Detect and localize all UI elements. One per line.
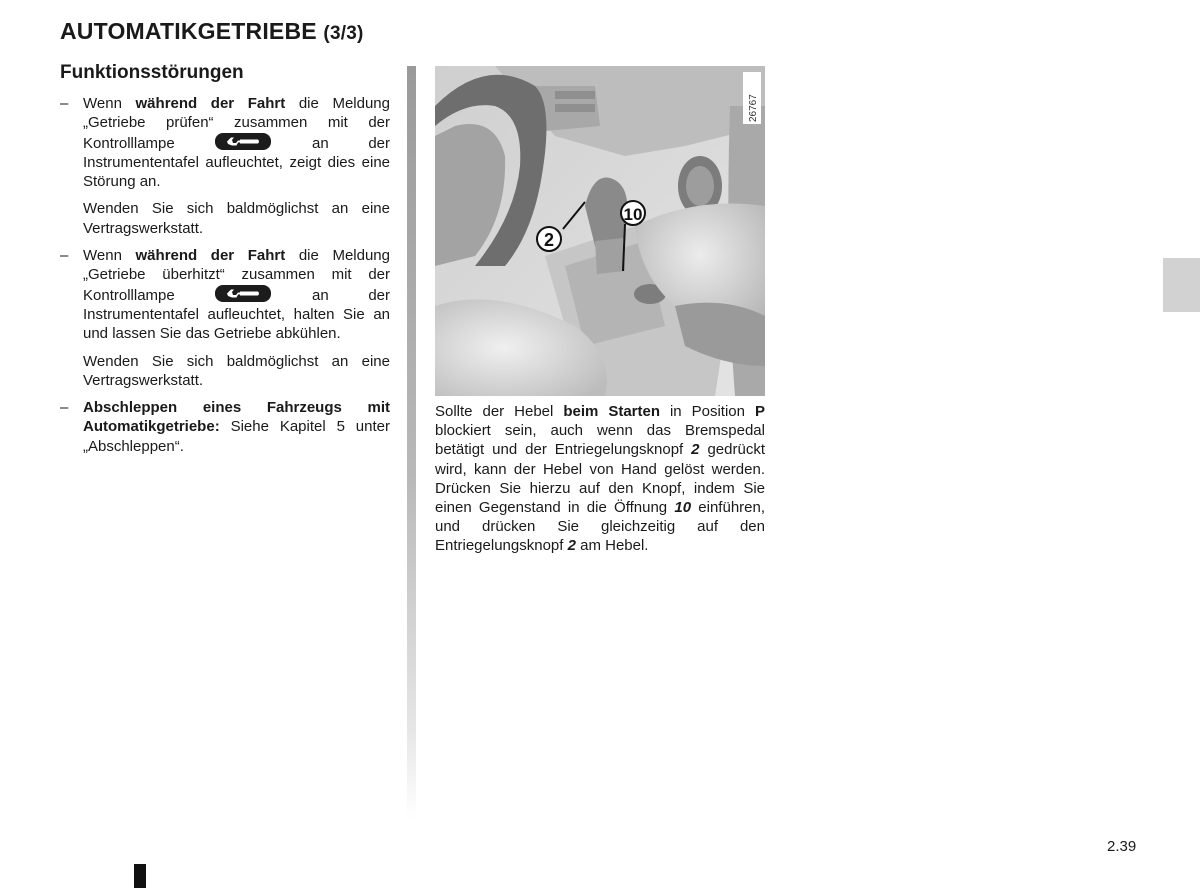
page-number: 2.39 bbox=[1107, 838, 1137, 855]
text-run-bold: beim Starten bbox=[563, 403, 660, 420]
list-item bbox=[60, 398, 390, 456]
list-item bbox=[60, 94, 390, 238]
list-dash: – bbox=[60, 399, 69, 417]
item-paragraph bbox=[83, 94, 390, 191]
page-title bbox=[60, 18, 364, 45]
text-run: Siehe Kapitel 5 unter „Abschleppen“. bbox=[83, 418, 390, 455]
text-run: an der Instrumententafel aufleuchtet, zeigt dies eine Störung an. bbox=[83, 134, 390, 191]
callout-10: 10 bbox=[623, 205, 643, 224]
gear-lever-figure bbox=[435, 66, 765, 396]
right-column bbox=[435, 402, 765, 556]
text-run: die Meldung „Getriebe überhitzt“ zusammen mit der Kontrolllampe bbox=[83, 247, 390, 304]
text-run-bold: während der Fahrt bbox=[135, 247, 286, 265]
page-title-main: AUTOMATIKGETRIEBE bbox=[60, 18, 317, 44]
wrench-icon bbox=[215, 133, 271, 150]
page-title-suffix: (3/3) bbox=[323, 23, 364, 44]
list-dash: – bbox=[60, 247, 69, 265]
car-interior-illustration bbox=[435, 66, 765, 396]
crop-mark bbox=[134, 864, 146, 888]
item-paragraph bbox=[83, 246, 390, 343]
text-run: in Position bbox=[660, 403, 755, 420]
text-run: an der Instrumententafel aufleuchtet, halten Sie an und lassen Sie das Getriebe abkühlen. bbox=[83, 286, 390, 343]
column-divider bbox=[407, 66, 416, 820]
callout-2: 2 bbox=[543, 230, 555, 250]
text-run-bold: Abschleppen eines Fahrzeugs mit Automatikgetriebe: bbox=[83, 399, 390, 436]
chapter-tab-marker bbox=[1163, 258, 1200, 312]
text-run: einführen, und drücken Sie gleichzeitig auf den Entriegelungsknopf bbox=[435, 499, 766, 555]
text-run: Wenn bbox=[83, 95, 136, 112]
figure-description bbox=[435, 402, 765, 556]
text-run: Sollte der Hebel bbox=[435, 403, 564, 420]
list-item bbox=[60, 246, 390, 390]
text-run-bold: P bbox=[754, 403, 765, 420]
left-column bbox=[60, 94, 390, 464]
figure-ref-number: 26767 bbox=[748, 94, 759, 122]
text-run: blockiert sein, auch wenn das Bremspedal betätigt und der Entriegelungsknopf bbox=[435, 422, 765, 459]
text-run-bold-italic: 2 bbox=[567, 537, 576, 555]
text-run: die Meldung „Getriebe prüfen“ zusammen mit der Kontrolllampe bbox=[83, 95, 390, 152]
text-run: Wenn bbox=[83, 247, 136, 265]
item-paragraph bbox=[83, 398, 390, 456]
text-run: gedrückt wird, kann der Hebel von Hand gelöst werden. Drücken Sie hierzu auf den Knopf, indem Sie einen Gegenstand in die Öffnung bbox=[435, 441, 765, 517]
item-paragraph: Wenden Sie sich baldmöglichst an eine Vertragswerkstatt. bbox=[83, 352, 390, 389]
section-title: Funktionsstörungen bbox=[60, 62, 244, 83]
text-run-bold-italic: 10 bbox=[674, 499, 692, 517]
text-run-bold-italic: 2 bbox=[691, 441, 700, 459]
item-paragraph: Wenden Sie sich baldmöglichst an eine Vertragswerkstatt. bbox=[83, 200, 390, 237]
list-dash: – bbox=[60, 95, 69, 112]
wrench-icon bbox=[215, 285, 271, 302]
text-run-bold: während der Fahrt bbox=[135, 95, 286, 112]
text-run: am Hebel. bbox=[575, 537, 649, 555]
